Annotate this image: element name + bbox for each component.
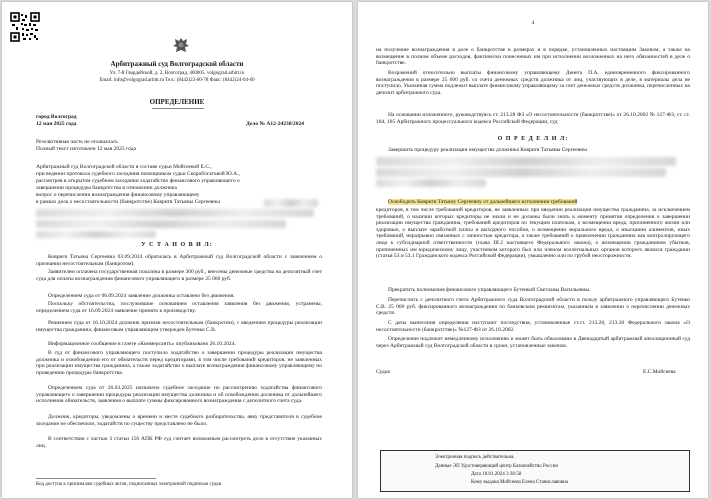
- decision-item: Перечислить с депозитного счета Арбитражного суда Волгоградской области в пользу арбитражного управляющего Бутенко С.В. 25 000 руб. фиксированного вознаграждения по банковским реквизитам, указанным в заявлении о перечислении денежных средств.: [376, 297, 690, 317]
- section-heading: У С Т А Н О В И Л:: [141, 242, 213, 248]
- body-paragraph: Определением суда от 06.09.2024 заявление должника оставлено без движения.: [48, 293, 235, 299]
- resolutive-note: Резолютивная часть не оглашалась: [36, 139, 118, 145]
- body-paragraph: Возражений относительно выплаты финансовому управляющему Денега П.А. единовременного фиксированного вознаграждения в размере 25 000 руб. со счета денежных средств должника от лиц, участвующих в деле, в материалы дела не поступило. Указанная сумма подлежит выплате финансовому управляющему за счет денежных средств должника, перечисленных на депозит арбитражного суда.: [376, 70, 690, 96]
- body-paragraph: Должник, кредиторы, уведомлены о времени и месте судебного разбирательства, явку представителя в судебное заседание не обеспечили, ходатайств по существу представлено не было.: [36, 414, 322, 427]
- stamp-line: Данные ЭП Удостоверяющий центр Казначейство России: [435, 464, 559, 469]
- court-address: Ул. 7-й Гвардейской, д. 2, Волгоград, 400005, volgograd.arbitr.ru: [109, 71, 245, 76]
- decision-item: Завершить процедуру реализации имущества должника Ковригя Татьяны Сергеевны: [388, 147, 587, 153]
- full-text-note: Полный текст изготовлен 12 мая 2025 года: [36, 146, 136, 152]
- document-page-1: [2, 2, 352, 498]
- redacted-block: [376, 157, 676, 166]
- judge-label: Судья: [376, 369, 390, 375]
- decision-item: Определение подлежит немедленному исполнению и может быть обжаловано в Двенадцатый арбитражный апелляционный суд через Арбитражный суд Волгоградской области в сроки, установленные законом.: [376, 336, 690, 349]
- body-paragraph: Определением суда от 26.03.2025 назначено судебное заседание по рассмотрению ходатайства финансового управляющего о завершении процедуры реализации имущества должника и об освобождении должника от дальнейшего исполнения обязательств, заявления о выплате суммы фиксированного вознаграждения с депозитного счета суда.: [36, 385, 322, 405]
- doc-date: 12 мая 2025 года: [36, 121, 77, 127]
- intro-line: рассмотрев в открытом судебном заседании ходатайство финансового управляющего о: [36, 178, 240, 184]
- page-number: 4: [531, 20, 535, 26]
- redacted-block: [36, 209, 314, 217]
- doc-type: ОПРЕДЕЛЕНИЕ: [149, 98, 205, 106]
- redacted-block: [264, 199, 318, 207]
- body-paragraph: на получение вознаграждения в деле о банкротстве в размерах и в порядке, установленных настоящим Законом, а также на возмещение в полном объеме расходов, фактически понесенных им при исполнении возложенных на него обязанностей в деле о банкротстве.: [376, 47, 690, 67]
- access-code-note: Код доступа к оригиналам судебных актов, подписанных электронной подписью судьи: [36, 482, 222, 487]
- doc-city: город Волгоград: [36, 114, 77, 120]
- intro-line: вопрос о перечислении вознаграждения финансовому управляющему: [36, 192, 200, 198]
- intro-line: Арбитражный суд Волгоградской области в составе судьи Мойсеевой Е.С.,: [36, 164, 212, 170]
- body-paragraph: Информационное сообщение в газете «Коммерсантъ» опубликовано 26.10.2024.: [48, 341, 236, 347]
- section-heading: О П Р Е Д Е Л И Л:: [497, 136, 569, 142]
- qr-code-icon: [10, 12, 40, 42]
- case-number: Дело № А12-24230/2024: [246, 121, 304, 127]
- body-paragraph: На основании изложенного, руководствуясь ст. 213.28 ФЗ «О несостоятельности (банкротстве)» от 26.10.2002 № 127-ФЗ, ст. ст. 184, 185 Арбитражного процессуального кодекса Российской Федерации, суд: [376, 112, 690, 125]
- intro-line: в рамках дела о несостоятельности (банкротстве) Ковригя Татьяны Сергеевны: [36, 199, 220, 205]
- decision-item: Прекратить полномочия финансового управляющего Бутенкой Светланы Васильевны.: [388, 287, 591, 293]
- decision-item: кредиторов, в том числе требований кредиторов, не заявленных при введении реализации имущества гражданина, за исключением требований, о наличии которых кредиторы не знали и не должны были знать к моменту принятия определения о завершении реализации имущества гражданина, требований кредиторов по текущим платежам, о возмещении вреда, причиненного жизни или здоровью, о выплате заработной платы и выходного пособия, о возмещении морального вреда, о взыскании алиментов, иных требований, неразрывно связанных с личностью кредитора, а также требований о привлечении гражданина как контролирующего лица к субсидиарной ответственности (глава III.2 настоящего Федерального закона), о возмещении гражданином убытков, причиненных им юридическому лицу, участником которого был или членом коллегиальных органов которого являлся гражданин (статья 53 и 53.1 Гражданского кодекса Российской Федерации), умышленно или по грубой неосторожности.: [376, 207, 690, 260]
- footnote-divider: [36, 478, 156, 479]
- title-underline: [152, 108, 204, 109]
- decision-item: С даты вынесения определения наступают последствия, установленные ст.ст. 213.28, 213.30 Федерального закона «О несостоятельности (банкротстве)» №127-ФЗ от 26.10.2002.: [376, 320, 690, 333]
- document-page-2: [358, 2, 708, 498]
- highlighted-text: Освободить Ковригя Татьяну Сергеевну от дальнейшего исполнения требований: [388, 199, 578, 205]
- stamp-line: Кому выдана Мойсеева Елена Станиславовна: [471, 480, 569, 485]
- coat-of-arms-icon: [170, 35, 192, 57]
- redacted-block: [36, 231, 156, 238]
- body-paragraph: В соответствии с частью 3 статьи 156 АПК РФ суд считает возможным рассмотреть дело в отсутствие указанных лиц.: [36, 436, 322, 449]
- redacted-block: [376, 168, 666, 177]
- intro-line: завершении процедуры банкротства в отношении должника: [36, 185, 177, 191]
- body-paragraph: Заявителем оплачена государственная пошлина в размере 300 руб., внесены денежные средства на депозитный счет суда для оплаты вознаграждения финансового управляющего в размере 25 000 руб.: [36, 269, 322, 282]
- judge-name: Е.С.Мойсеева: [643, 369, 676, 375]
- court-contacts: Email: info@volgograd.arbitr.ru Тел.: (8442)23-00-78 Факс: (8442)24-04-60: [99, 78, 255, 83]
- decision-item: [388, 200, 577, 206]
- redacted-block: [36, 220, 286, 228]
- stamp-title: Электронная подпись действительна.: [435, 455, 515, 460]
- redacted-block: [376, 179, 486, 187]
- court-name: Арбитражный суд Волгоградской области: [110, 60, 244, 68]
- body-paragraph: Решением суда от 16.10.2024 должник признан несостоятельным (банкротом), с введением процедуры реализации имущества гражданина, финансовым управляющим утвержден Бутенко С.В.: [36, 320, 322, 333]
- e-signature-stamp: [380, 450, 690, 492]
- body-paragraph: В суд от финансового управляющего поступило ходатайство о завершении процедуры реализации имущества должника и освобождении его от обязательств перед кредиторами, в том числе требований кредиторов, не заявленных при реализации имущества гражданина, а также ходатайство о выплате вознаграждения финансовому управляющему по проведению процедуры банкротства.: [36, 350, 322, 376]
- intro-line: при ведении протокола судебного заседания помощником судьи Скоробогатовой Ю.А.,: [36, 171, 240, 177]
- stamp-line: Дата 10.01.2024 3:38:58: [471, 472, 522, 477]
- body-paragraph: Ковригя Татьяна Сергеевна 03.09.2024 обратилась в Арбитражный суд Волгоградской области с заявлением о признании несостоятельным (банкротом).: [36, 254, 322, 267]
- body-paragraph: Поскольку обстоятельства, послужившие основанием оставления заявления без движения, устранены, определением суда от 16.09.2024 заявление принято к производству.: [36, 301, 322, 314]
